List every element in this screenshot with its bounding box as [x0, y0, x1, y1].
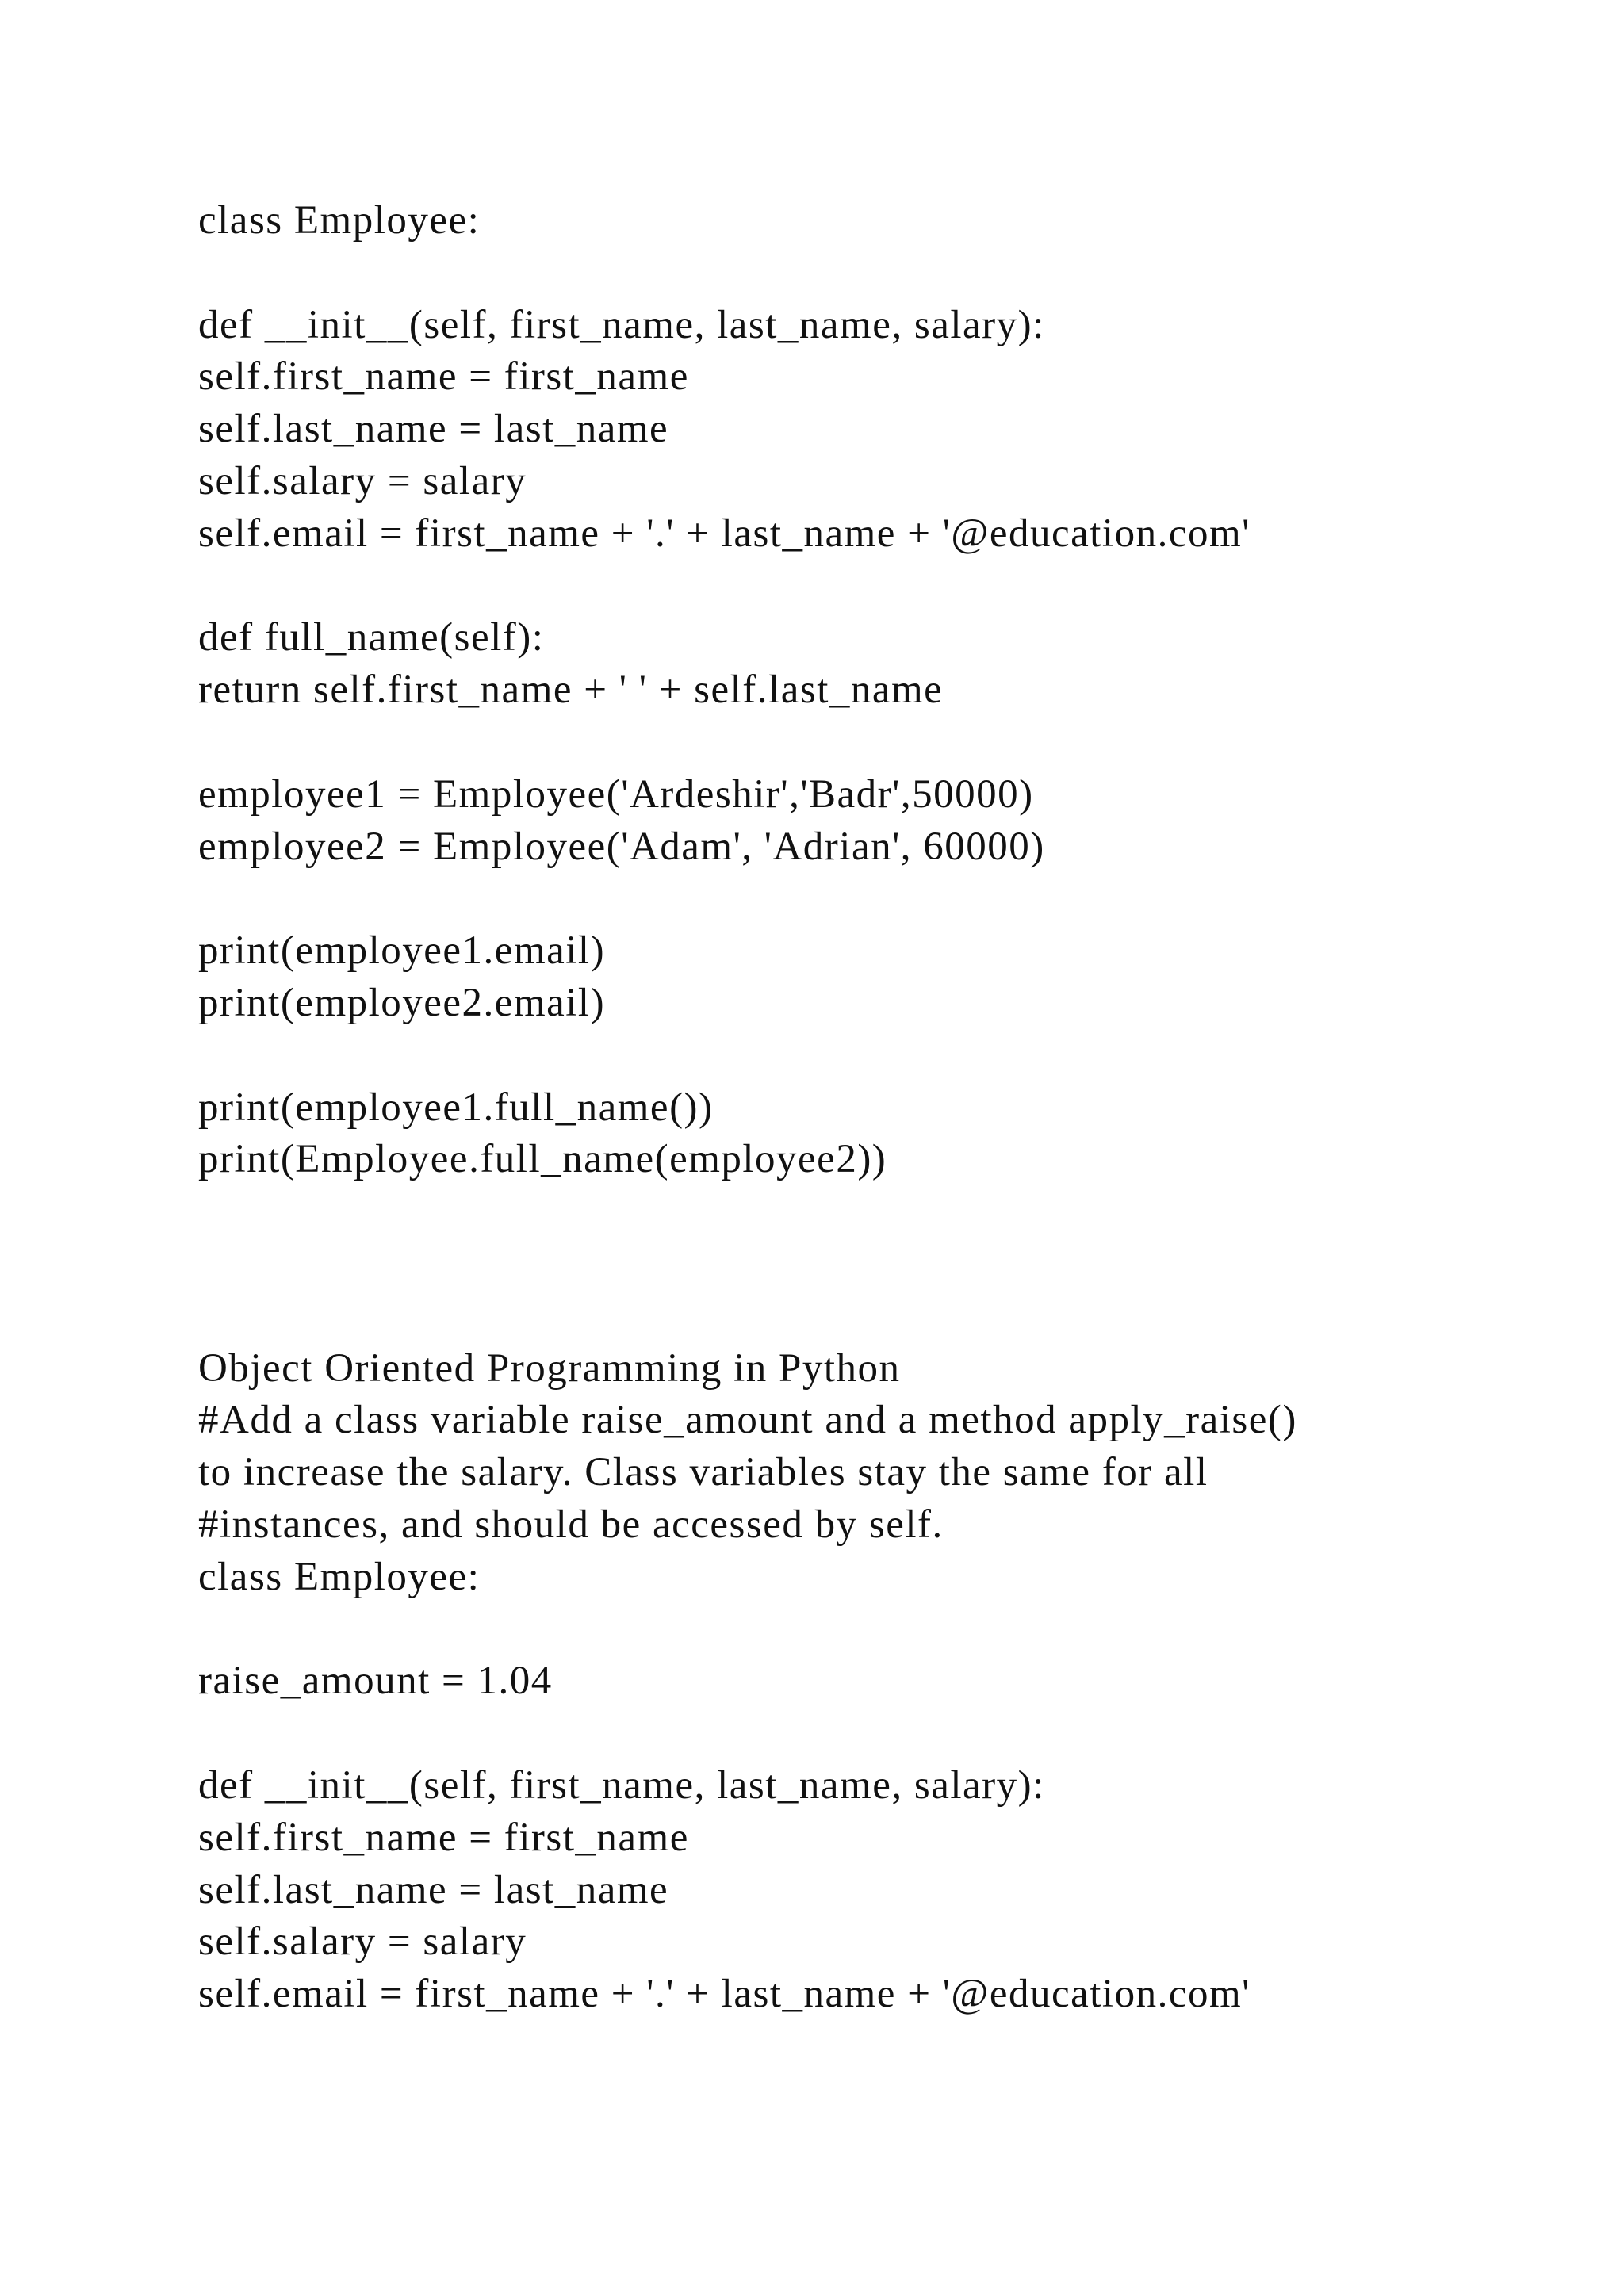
- code-line-def-full-name: def full_name(self):: [198, 615, 545, 660]
- code-line-raise-amount: raise_amount = 1.04: [198, 1659, 553, 1704]
- code-line-assign-salary: self.salary = salary: [198, 458, 527, 503]
- code-line-employee2: employee2 = Employee('Adam', 'Adrian', 60000): [198, 824, 1045, 869]
- code-line-print-full-name2: print(Employee.full_name(employee2)): [198, 1137, 887, 1182]
- comment-line-2: to increase the salary. Class variables stay the same for all: [198, 1450, 1208, 1495]
- document-text: [198, 195, 1546, 2021]
- section-heading: Object Oriented Programming in Python: [198, 1345, 901, 1391]
- code-line-return-full-name: return self.first_name + ' ' + self.last_name: [198, 668, 944, 713]
- section-spacer: [198, 1186, 1546, 1342]
- blank-line: [198, 873, 1546, 925]
- code-line-assign-first-name: self.first_name = first_name: [198, 354, 689, 400]
- code-line-assign-first-name-2: self.first_name = first_name: [198, 1815, 689, 1860]
- code-line-assign-email: self.email = first_name + '.' + last_name + '@education.com': [198, 511, 1251, 556]
- code-line-def-init-2: def __init__(self, first_name, last_name, salary):: [198, 1762, 1045, 1808]
- code-line-assign-last-name-2: self.last_name = last_name: [198, 1867, 669, 1912]
- code-line-print-full-name1: print(employee1.full_name()): [198, 1085, 714, 1130]
- comment-line-1: #Add a class variable raise_amount and a method apply_raise(): [198, 1398, 1297, 1443]
- blank-line: [198, 717, 1546, 769]
- blank-line: [198, 1708, 1546, 1760]
- code-line-assign-salary-2: self.salary = salary: [198, 1919, 527, 1965]
- code-line-print-email1: print(employee1.email): [198, 928, 606, 974]
- blank-line: [198, 1030, 1546, 1082]
- code-line-def-init: def __init__(self, first_name, last_name, salary):: [198, 302, 1045, 347]
- blank-line: [198, 561, 1546, 613]
- code-line-print-email2: print(employee2.email): [198, 980, 606, 1025]
- code-line-class-employee-2: class Employee:: [198, 1554, 481, 1599]
- code-line-assign-last-name: self.last_name = last_name: [198, 407, 669, 452]
- code-line-class-employee: class Employee:: [198, 198, 481, 243]
- blank-line: [198, 247, 1546, 300]
- blank-line: [198, 1604, 1546, 1656]
- code-line-employee1: employee1 = Employee('Ardeshir','Badr',50000): [198, 771, 1034, 817]
- comment-line-3: #instances, and should be accessed by self.: [198, 1502, 944, 1547]
- code-line-assign-email-2: self.email = first_name + '.' + last_name + '@education.com': [198, 1972, 1251, 2017]
